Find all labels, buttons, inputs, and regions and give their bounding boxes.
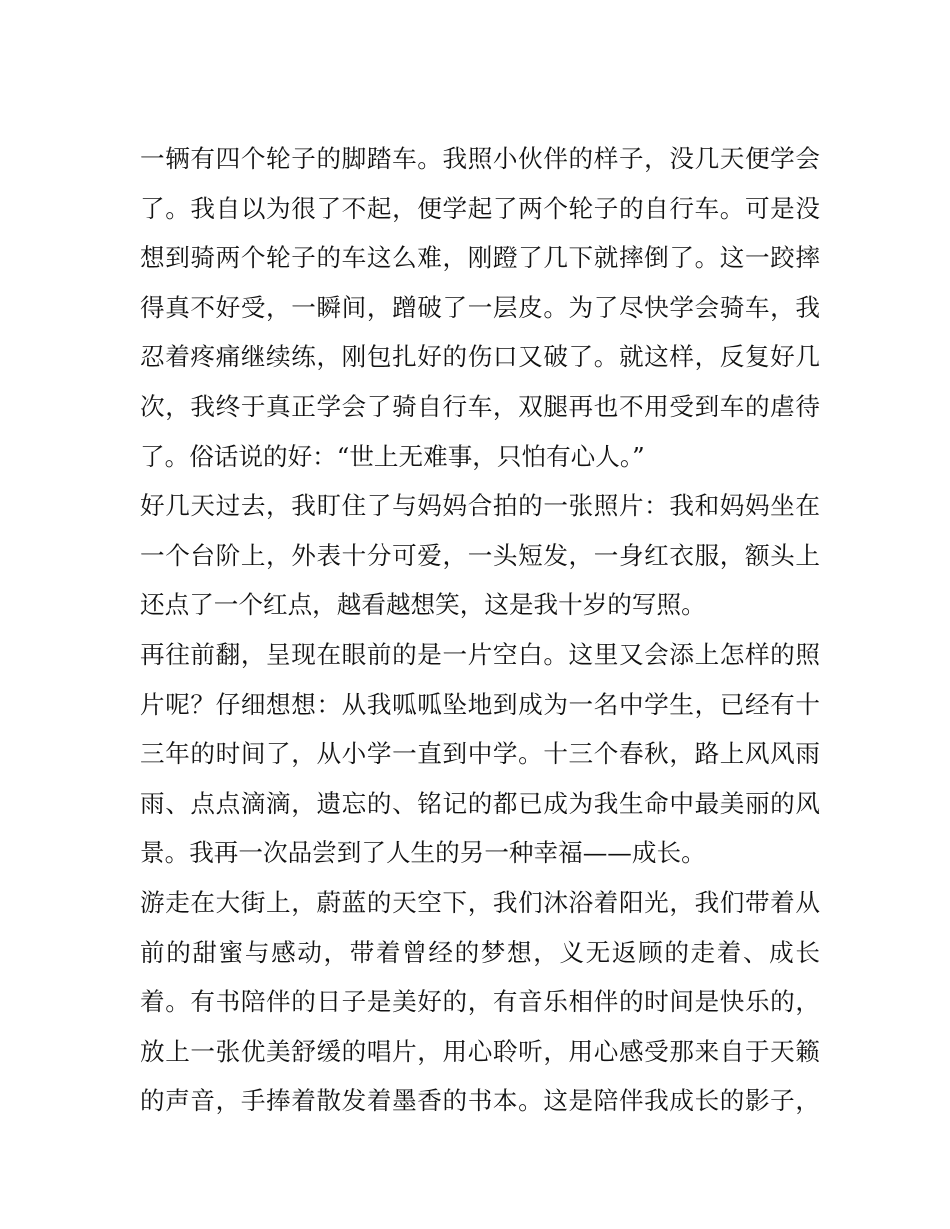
text-line: 三年的时间了，从小学一直到中学。十三个春秋，路上风风雨 (140, 739, 820, 769)
body-text (140, 134, 820, 1126)
text-line: 前的甜蜜与感动，带着曾经的梦想，义无返顾的走着、成长 (140, 937, 820, 967)
text-line: 一个台阶上，外表十分可爱，一头短发，一身红衣服，额头上 (140, 540, 820, 570)
text-line: 好几天过去，我盯住了与妈妈合拍的一张照片：我和妈妈坐在 (140, 491, 820, 521)
text-line: 次，我终于真正学会了骑自行车，双腿再也不用受到车的虐待 (140, 391, 820, 421)
text-line: 片呢？仔细想想：从我呱呱坠地到成为一名中学生，已经有十 (140, 689, 820, 719)
text-line: 还点了一个红点，越看越想笑，这是我十岁的写照。 (140, 590, 706, 620)
text-line: 了。我自以为很了不起，便学起了两个轮子的自行车。可是没 (140, 193, 820, 223)
text-line: 了。俗话说的好：“世上无难事，只怕有心人。” (140, 441, 645, 471)
text-line: 放上一张优美舒缓的唱片，用心聆听，用心感受那来自于天籁 (140, 1036, 820, 1066)
text-line: 着。有书陪伴的日子是美好的，有音乐相伴的时间是快乐的， (140, 987, 820, 1017)
text-line: 景。我再一次品尝到了人生的另一种幸福——成长。 (140, 838, 706, 868)
text-line: 的声音，手捧着散发着墨香的书本。这是陪伴我成长的影子， (140, 1086, 820, 1116)
text-line: 忍着疼痛继续练，刚包扎好的伤口又破了。就这样，反复好几 (140, 342, 820, 372)
text-line: 游走在大街上，蔚蓝的天空下，我们沐浴着阳光，我们带着从 (140, 887, 820, 917)
text-line: 再往前翻，呈现在眼前的是一片空白。这里又会添上怎样的照 (140, 639, 820, 669)
text-line: 一辆有四个轮子的脚踏车。我照小伙伴的样子，没几天便学会 (140, 144, 820, 173)
text-line: 想到骑两个轮子的车这么难，刚蹬了几下就摔倒了。这一跤摔 (140, 243, 820, 273)
text-line: 得真不好受，一瞬间，蹭破了一层皮。为了尽快学会骑车，我 (140, 292, 820, 322)
text-line: 雨、点点滴滴，遗忘的、铭记的都已成为我生命中最美丽的风 (140, 788, 820, 818)
